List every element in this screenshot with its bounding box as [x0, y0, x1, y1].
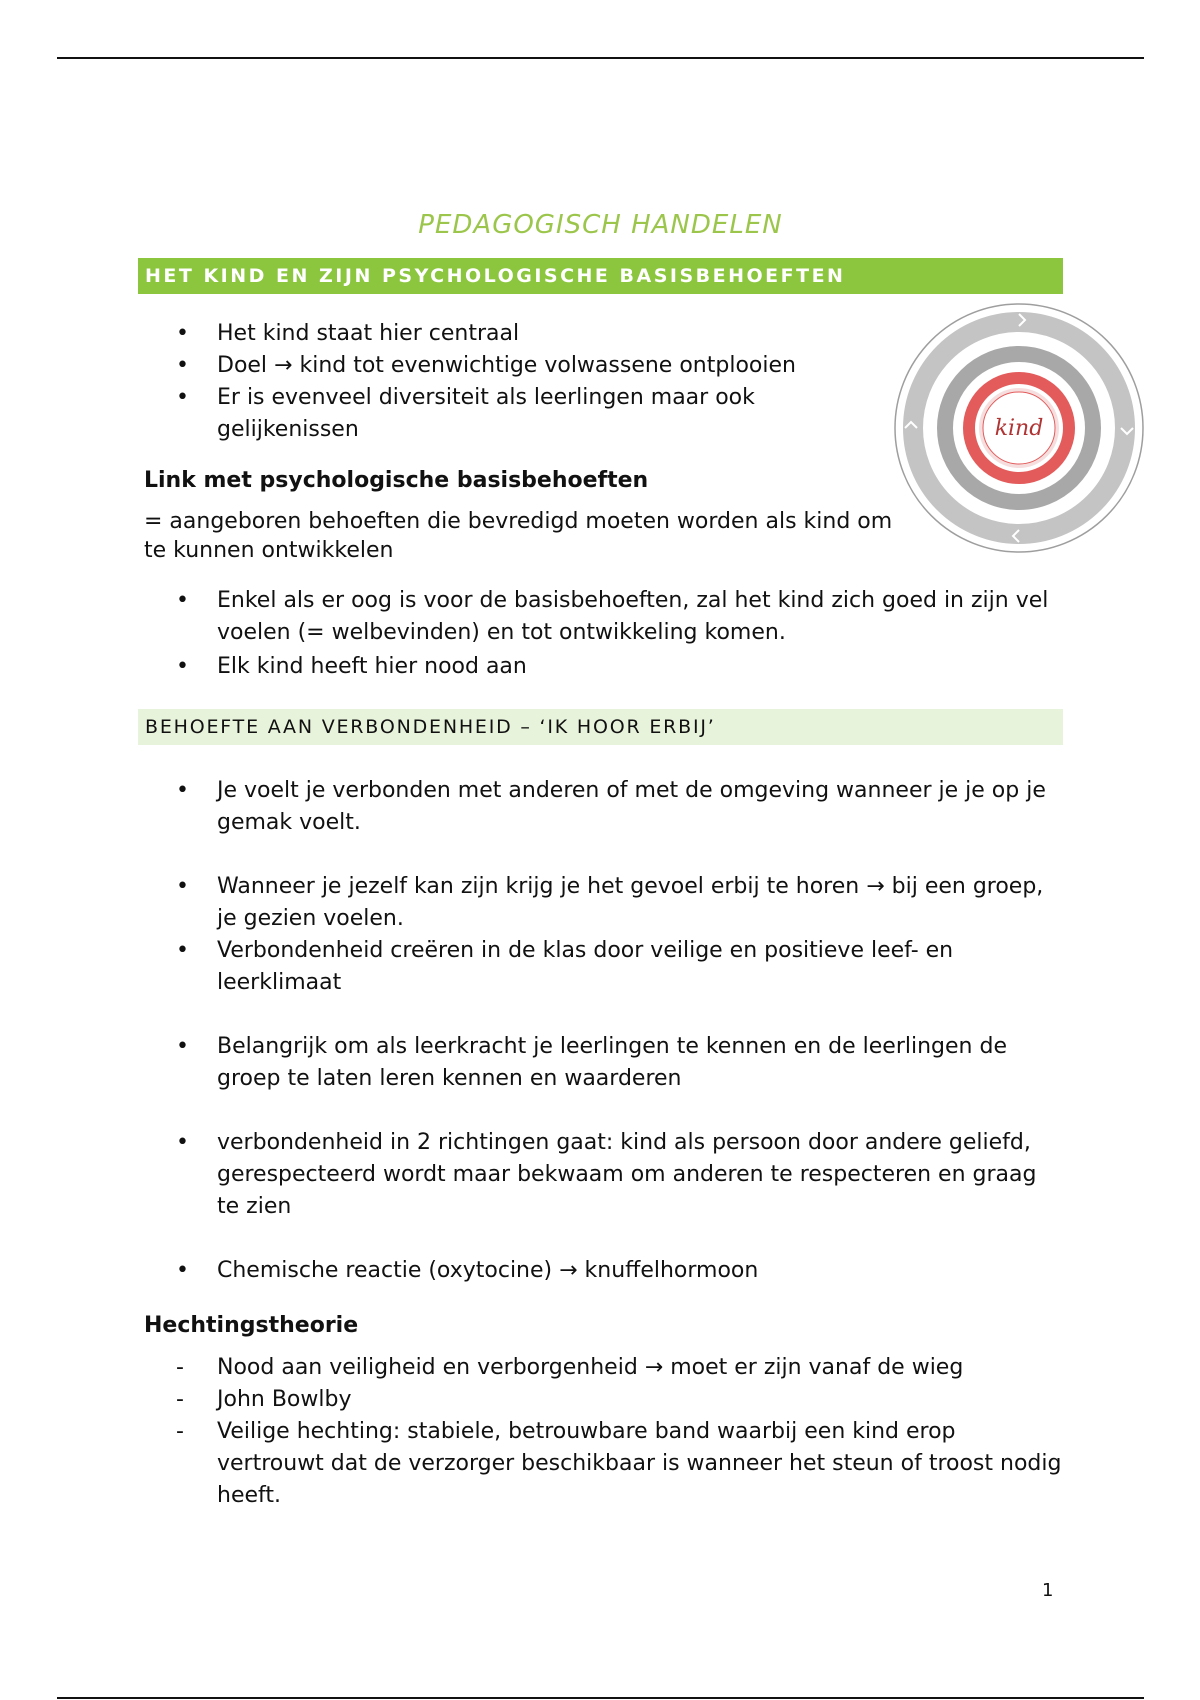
- top-rule: [57, 57, 1144, 59]
- list-item: • Je voelt je verbonden met anderen of met de omgeving wanneer je je op je gemak voelt.: [176, 778, 1046, 835]
- list-item: • Chemische reactie (oxytocine) → knuffelhormoon: [176, 1258, 759, 1283]
- list-item: • Verbondenheid creëren in de klas door veilige en positieve leef- en leerklimaat: [176, 938, 954, 995]
- definition-text: = aangeboren behoeften die bevredigd moeten worden als kind om te kunnen ontwikkelen: [144, 509, 893, 563]
- bottom-rule: [57, 1697, 1144, 1699]
- list-item: • Wanneer je jezelf kan zijn krijg je het gevoel erbij te horen → bij een groep, je gezien voelen.: [176, 874, 1044, 931]
- list-item: - Veilige hechting: stabiele, betrouwbare band waarbij een kind erop vertrouwt dat de verzorger beschikbaar is wanneer het steun of troost nodig heeft.: [176, 1419, 1062, 1508]
- section-heading-basisbehoeften: HET KIND EN ZIJN PSYCHOLOGISCHE BASISBEHOEFTEN: [138, 258, 1063, 294]
- list-item: • Er is evenveel diversiteit als leerlingen maar ook gelijkenissen: [176, 385, 755, 442]
- basisbehoeften-bullet-list: [138, 585, 1063, 683]
- wheel-center-label: kind: [994, 416, 1044, 441]
- list-item: • verbondenheid in 2 richtingen gaat: kind als persoon door andere geliefd, gerespecteerd wordt maar bekwaam om anderen te respecteren en graag te zien: [176, 1130, 1037, 1219]
- document-body: [138, 210, 1063, 1512]
- document-title: PEDAGOGISCH HANDELEN: [418, 210, 783, 240]
- list-item: • Elk kind heeft hier nood aan: [176, 654, 527, 679]
- list-item: • Belangrijk om als leerkracht je leerlingen te kennen en de leerlingen de groep te laten leren kennen en waarderen: [176, 1034, 1007, 1091]
- intro-bullet-list: [138, 318, 858, 446]
- subheading-link: Link met psychologische basisbehoeften: [144, 468, 649, 493]
- list-item: • Enkel als er oog is voor de basisbehoeften, zal het kind zich goed in zijn vel voelen (= welbevinden) en tot ontwikkeling komen.: [176, 588, 1049, 645]
- intro-block: [138, 318, 1063, 565]
- verbondenheid-bullet-list: [138, 775, 1063, 1287]
- page-number: 1: [1042, 1580, 1054, 1601]
- list-item: • Doel → kind tot evenwichtige volwassene ontplooien: [176, 353, 796, 378]
- list-item: • Het kind staat hier centraal: [176, 321, 520, 346]
- subheading-hechtingstheorie: Hechtingstheorie: [144, 1313, 359, 1338]
- kind-wheel-diagram: [893, 302, 1145, 554]
- list-item: - John Bowlby: [176, 1387, 352, 1412]
- list-item: - Nood aan veiligheid en verborgenheid → moet er zijn vanaf de wieg: [176, 1355, 964, 1380]
- hechting-dash-list: [138, 1352, 1063, 1512]
- section-heading-verbondenheid: BEHOEFTE AAN VERBONDENHEID – ‘IK HOOR ERBIJ’: [138, 709, 1063, 745]
